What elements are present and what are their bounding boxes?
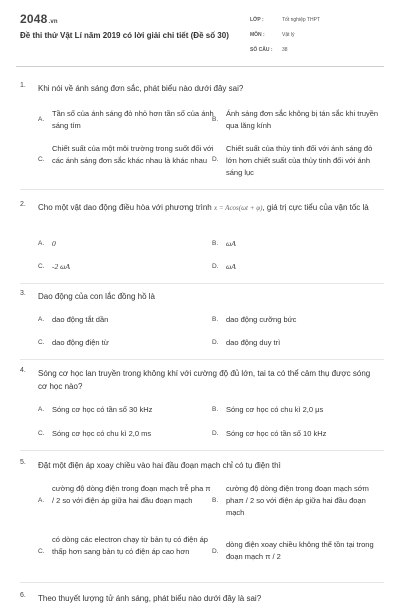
option-text: Sóng cơ học có tần số 10 kHz <box>226 429 327 438</box>
question-stem: Khi nói về ánh sáng đơn sắc, phát biểu nào dưới đây sai? <box>38 84 244 93</box>
question-stem: Dao động của con lắc đồng hồ là <box>38 292 155 301</box>
option-text: có dòng các electron chạy từ bản tụ có điện áp thấp hơn sang bản tụ có điện áp cao hơn <box>52 535 208 556</box>
option-text: -2 ωA <box>52 262 70 271</box>
option-label: C. <box>38 339 45 346</box>
question-divider <box>20 582 384 583</box>
option-label: B. <box>212 406 219 413</box>
header-divider <box>16 66 384 67</box>
option-text: dòng điện xoay chiều không thể tồn tại trong đoạn mạch π / 2 <box>226 540 374 561</box>
motion-equation: x = Acos(ωt + φ) <box>213 204 263 212</box>
option-label: A. <box>38 116 45 123</box>
option-label: A. <box>38 406 45 413</box>
option-text: dao động điện từ <box>52 338 109 347</box>
lop-label: LỚP : <box>250 17 264 23</box>
question-divider <box>20 359 384 360</box>
option-label: C. <box>38 156 45 163</box>
question-number: 4. <box>20 367 26 374</box>
option-text: 0 <box>52 239 56 248</box>
so-cau-value: 38 <box>282 47 288 53</box>
option-label: D. <box>212 156 219 163</box>
option-label: A. <box>38 497 45 504</box>
option-text: dao động cưỡng bức <box>226 315 297 324</box>
option-label: B. <box>212 316 219 323</box>
document-header <box>0 0 400 66</box>
option-text: Sóng cơ học có chu kì 2,0 ms <box>52 429 152 438</box>
question-number: 2. <box>20 201 26 208</box>
option-text: cường độ dòng điện trong đoạn mạch sớm phaπ / 2 so với điện áp giữa hai đầu đoạn mạch <box>226 484 369 517</box>
option-label: C. <box>38 548 45 555</box>
option-text: Ánh sáng đơn sắc không bị tán sắc khi truyền qua lăng kính <box>226 109 379 130</box>
option-label: C. <box>38 263 45 270</box>
question-number: 6. <box>20 592 26 599</box>
option-label: D. <box>212 548 219 555</box>
option-text: dao động tắt dần <box>52 315 109 324</box>
stem-text-after: , giá trị cực tiểu của vận tốc là <box>262 203 369 212</box>
option-label: A. <box>38 316 45 323</box>
question-stem: Sóng cơ học lan truyền trong không khí với cường độ đủ lớn, tai ta có thể cảm thụ được sóng cơ học nào? <box>38 369 371 391</box>
option-label: D. <box>212 339 219 346</box>
question-number: 5. <box>20 459 26 466</box>
option-text: ωA <box>226 262 236 271</box>
option-text: Chiết suất của một môi trường trong suốt đối với các ánh sáng đơn sắc khác nhau là khác nhau <box>52 144 214 165</box>
question-divider <box>20 450 384 451</box>
question-stem <box>38 201 373 215</box>
option-text: Sóng cơ học có tần số 30 kHz <box>52 405 153 414</box>
option-label: D. <box>212 430 219 437</box>
lop-value: Tốt nghiệp THPT <box>282 17 320 23</box>
option-label: C. <box>38 430 45 437</box>
so-cau-label: SỐ CÂU : <box>250 47 273 53</box>
question-stem: Theo thuyết lượng tử ánh sáng, phát biểu nào dưới đây là sai? <box>38 594 262 603</box>
option-label: B. <box>212 240 219 247</box>
option-text: Chiết suất của thủy tinh đối với ánh sáng đỏ lớn hơn chiết suất của thủy tinh đối với ánh sáng lục <box>226 144 373 177</box>
site-logo[interactable] <box>20 12 58 26</box>
question-stem: Đặt một điện áp xoay chiều vào hai đầu đoạn mạch chỉ có tụ điện thì <box>38 461 281 470</box>
mon-value: Vật lý <box>282 32 295 38</box>
stem-text-before: Cho một vật dao động điều hòa với phương trình <box>38 203 212 212</box>
exam-title: Đề thi thử Vật Lí năm 2019 có lời giải chi tiết (Đề số 30) <box>20 31 229 40</box>
option-text: ωA <box>226 239 236 248</box>
option-label: B. <box>212 116 219 123</box>
question-number: 3. <box>20 290 26 297</box>
option-text: cường độ dòng điện trong đoạn mạch trễ pha π / 2 so với điện áp giữa hai đầu đoạn mạch <box>52 484 211 505</box>
option-label: D. <box>212 263 219 270</box>
question-divider <box>20 189 384 190</box>
option-label: A. <box>38 240 45 247</box>
option-text: dao động duy trì <box>226 338 281 347</box>
logo-domain-text: .vn <box>48 19 58 25</box>
question-divider <box>20 283 384 284</box>
logo-main-text: 2048 <box>20 12 48 26</box>
option-text: Tần số của ánh sáng đỏ nhỏ hơn tần số của ánh sáng tím <box>52 109 214 130</box>
option-text: Sóng cơ học có chu kì 2,0 μs <box>226 405 324 414</box>
mon-label: MÔN : <box>250 32 265 38</box>
question-number: 1. <box>20 82 26 89</box>
option-label: B. <box>212 497 219 504</box>
